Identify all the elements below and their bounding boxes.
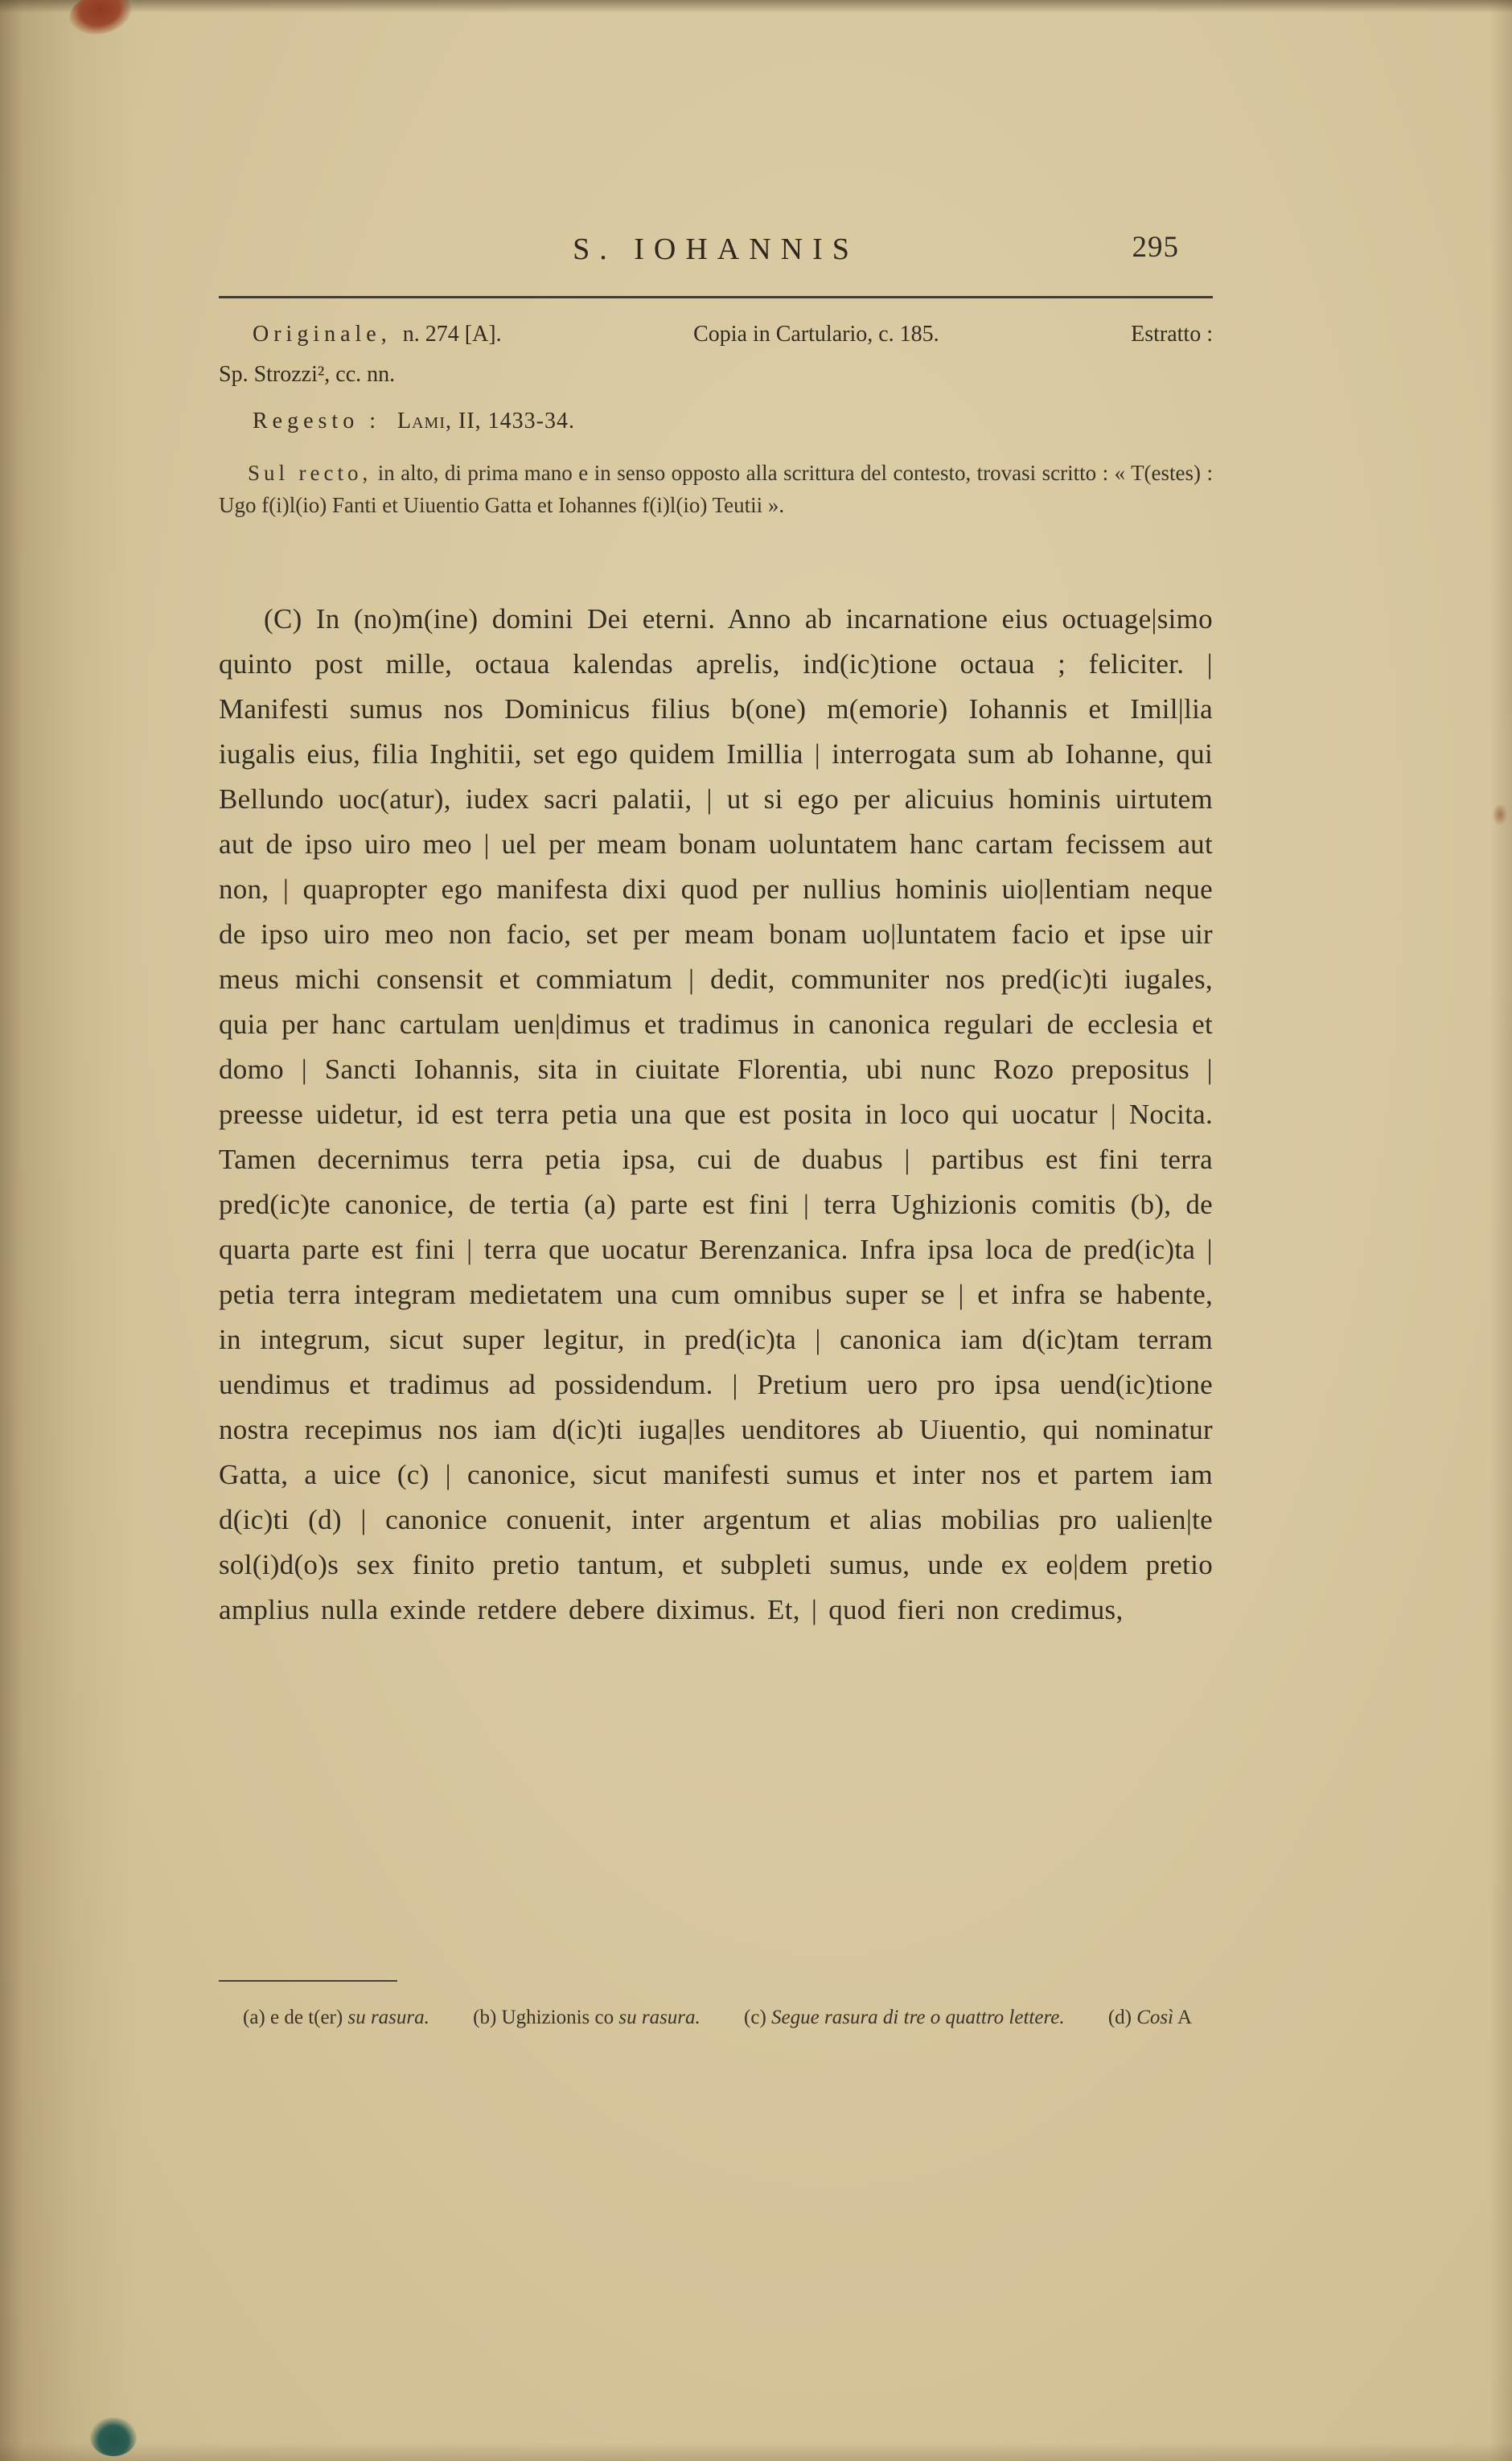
apparatus-line-2: Sp. Strozzi², cc. nn. <box>219 362 396 387</box>
running-head <box>219 232 1213 272</box>
regesto-value: Lami, II, 1433-34. <box>397 409 575 433</box>
regesto-label: Regesto : <box>253 409 380 433</box>
estratto-entry: Estratto : <box>1131 322 1213 347</box>
corner-stain-top-left <box>66 0 136 40</box>
footnote-b-italic: su rasura. <box>618 2007 701 2028</box>
regesto-line <box>219 409 575 434</box>
page-number: 295 <box>1132 231 1179 264</box>
footnote-a-italic: su rasura. <box>347 2007 429 2028</box>
edge-smudge <box>1493 804 1507 825</box>
footnote-rule <box>219 1980 397 1982</box>
copia-entry: Copia in Cartulario, c. 185. <box>693 322 939 347</box>
footnote-a-text: e de t(er) <box>270 2007 343 2028</box>
footnote-b-text: Ughizionis co <box>501 2007 614 2028</box>
originale-entry <box>219 322 502 347</box>
footnote-c-italic: Segue rasura di tre o quattro lettere. <box>771 2007 1065 2028</box>
charter-text: (C) In (no)m(ine) domini Dei eterni. Anno ab incarnatione eius octuage|simo quinto post mille, octaua kalendas aprelis, ind(ic)tione octaua ; feliciter. | Manifesti sumus nos Dominicus filius b(one) m(emorie) Iohannis et Imil|lia iugalis eius, filia Inghitii, set ego quidem Imillia | interrogata sum ab Iohanne, qui Bellundo uoc(atur), iudex sacri palatii, | ut si ego per alicuius hominis uirtutem aut de ipso uiro meo | uel per meam bonam uoluntatem hanc cartam fecissem aut non, | quapropter ego manifesta dixi quod per nullius hominis uio|lentiam neque de ipso uiro meo non facio, set per meam bonam uo|luntatem facio et ipse uir meus michi consensit et commiatum | dedit, communiter nos pred(ic)ti iugales, quia per hanc cartulam uen|dimus et tradimus in canonica regulari de ecclesia et domo | Sancti Iohannis, sita in ciuitate Florentia, ubi nunc Rozo prepositus | preesse uidetur, id est terra petia una que est posita in loco qui uocatur | Nocita. Tamen decernimus terra petia ipsa, cui de duabus | partibus est fini terra pred(ic)te canonice, de tertia (a) parte est fini | terra Ughizionis comitis (b), de quarta parte est fini | terra que uocatur Berenzanica. Infra ipsa loca de pred(ic)ta | petia terra integram medietatem una cum omnibus super se | et infra se habente, in integrum, sicut super legitur, in pred(ic)ta | canonica iam d(ic)tam terram uendimus et tradimus ad possidendum. | Pretium uero pro ipsa uend(ic)tione nostra recepimus nos iam d(ic)ti iuga|les uenditores ab Uiuentio, qui nominatur Gatta, a uice (c) | canonice, sicut manifesti sumus et inter nos et partem iam d(ic)ti (d) | canonice conuenit, inter argentum et alias mobilias pro ualien|te sol(i)d(o)s sex finito pretio tantum, et subpleti sumus, unde ex eo|dem pretio amplius nulla exinde retdere debere diximus. Et, | quod fieri non credimus, <box>219 603 1213 1625</box>
footnote-d-italic: Così <box>1136 2007 1174 2028</box>
note-lead: Sul recto, <box>248 461 372 485</box>
footnote-d-text: A <box>1177 2007 1193 2028</box>
page-title: S. IOHANNIS <box>573 232 859 266</box>
footnote-d-label: (d) <box>1107 2007 1132 2028</box>
editorial-note <box>219 457 1213 521</box>
originale-detail: n. 274 [A]. <box>402 322 502 347</box>
footnote-c-label: (c) <box>744 2007 766 2028</box>
apparatus-line-1 <box>219 322 1213 347</box>
footnote-b-label: (b) <box>473 2007 497 2028</box>
corner-stain-bottom-left <box>90 2418 137 2456</box>
footnote-a-label: (a) <box>243 2007 265 2028</box>
footnotes <box>219 2003 1213 2032</box>
originale-label: Originale, <box>253 322 392 347</box>
header-rule <box>219 296 1213 298</box>
note-body: in alto, di prima mano e in senso opposto alla scrittura del contesto, trovasi scritto : « T(estes) : Ugo f(i)l(io) Fanti et Uiuentio Gatta et Iohannes f(i)l(io) Teutii ». <box>219 461 1213 517</box>
